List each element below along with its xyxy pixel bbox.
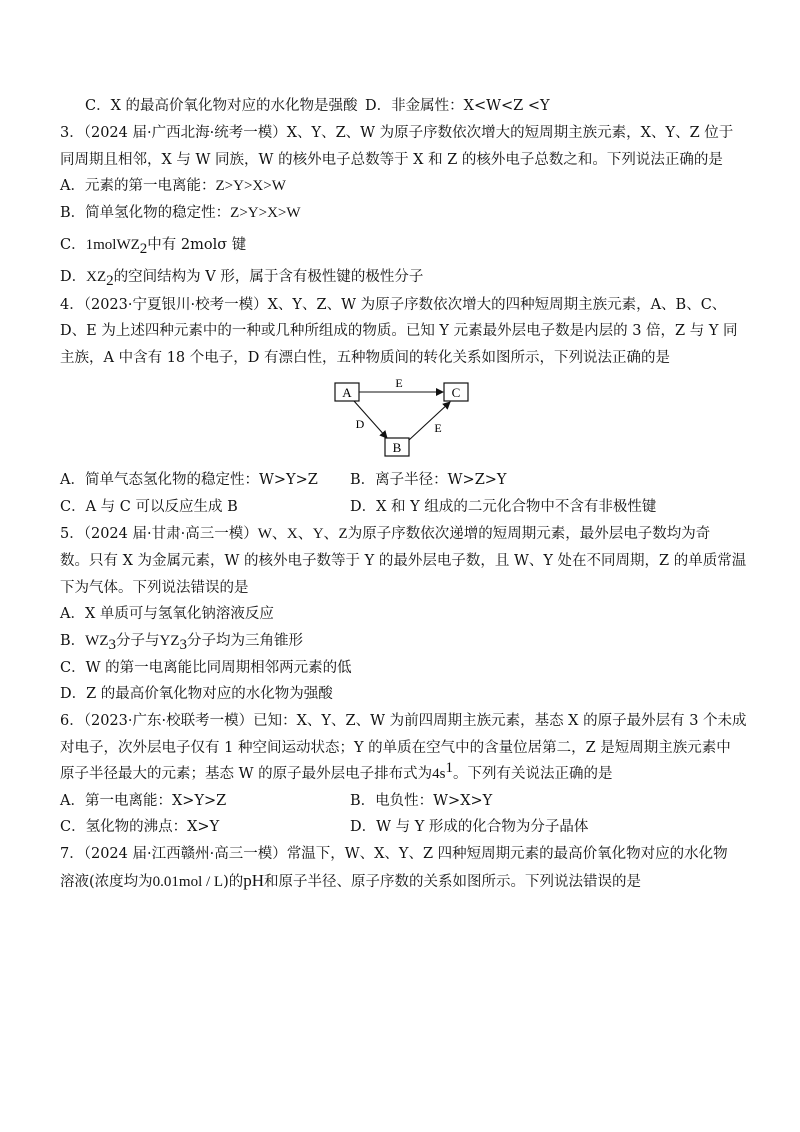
q3-stem-line1: 3．（2024 届·广西北海·统考一模）X、Y、Z、W 为原子序数依次增大的短周期主族元素，X、Y、Z 位于 <box>60 125 734 141</box>
q7-ph: pH <box>243 871 265 890</box>
q7-stem-text: 溶液(浓度均为 <box>60 874 153 890</box>
q3-option-c-formula: 1molWZ <box>85 237 140 253</box>
q7-stem-end: 和原子半径、原子序数的关系如图所示。下列说法错误的是 <box>264 874 642 890</box>
q3-option-c-text: 中有 2molσ 键 <box>147 237 247 253</box>
q3-option-b-text: B．简单氢化物的稳定性： <box>60 205 231 221</box>
q6-option-d: D．W 与 Y 形成的化合物为分子晶体 <box>350 819 589 835</box>
q3-option-b-formula: Z>Y>X>W <box>230 205 301 221</box>
q5-stem-line1 <box>60 524 750 544</box>
q7-concentration: 0.01mol / L <box>152 874 224 890</box>
q6-stem-line3 <box>60 760 750 784</box>
q3-option-d-formula: XZ <box>86 269 107 285</box>
q5-stem-text: 为原子序数依次递增的短周期元素，最外层电子数均为奇 <box>347 526 711 542</box>
q5-option-a: A．X 单质可与氢氧化钠溶液反应 <box>60 606 274 622</box>
q3-option-d-label: D． <box>60 269 87 285</box>
q7-stem-line1: 7．（2024 届·江西赣州·高三一模）常温下，W、X、Y、Z 四种短周期元素的最高价氧化物对应的水化物 <box>60 846 728 862</box>
q3-option-a <box>60 176 750 196</box>
q4-stem-line1: 4．（2023·宁夏银川·校考一模）X、Y、Z、W 为原子序数依次增大的四种短周期主族元素，A、B、C、 <box>60 297 727 313</box>
q5-option-b-text: 分子均为三角锥形 <box>186 633 303 649</box>
q6-option-a: A．第一电离能：X>Y>Z <box>60 793 227 809</box>
prev-option-c: C．X 的最高价氧化物对应的水化物是强酸 <box>85 98 358 114</box>
q6-config: 4s <box>432 766 446 782</box>
q5-elements: W、X、Y、Z <box>257 526 348 542</box>
node-b-label: B <box>392 440 402 455</box>
q6-stem-line1: 6．（2023·广东·校联考一模）已知：X、Y、Z、W 为前四周期主族元素，基态 X 的原子最外层有 3 个未成 <box>60 713 747 729</box>
q4-option-d: D．X 和 Y 组成的二元化合物中不含有非极性键 <box>350 499 657 515</box>
q6-config-sup: 1 <box>445 760 453 777</box>
edge-b-to-c <box>409 402 450 440</box>
q7-stem-line2 <box>60 871 750 892</box>
q5-option-b-sub1: 3 <box>108 636 116 653</box>
q3-stem-line2: 同周期且相邻，X 与 W 同族，W 的核外电子总数等于 X 和 Z 的核外电子总数之和。下列说法正确的是 <box>60 152 723 168</box>
q6-stem-end: 。下列有关说法正确的是 <box>452 766 613 782</box>
q4-stem-line2: D、E 为上述四种元素中的一种或几种所组成的物质。已知 Y 元素最外层电子数是内层的 3 倍，Z 与 Y 同 <box>60 323 738 339</box>
q5-option-b-mid: 分子与 <box>115 633 160 649</box>
q5-option-b-label: B． <box>60 633 86 649</box>
q3-option-c <box>60 235 750 255</box>
q4-option-a: A．简单气态氢化物的稳定性：W>Y>Z <box>60 472 318 488</box>
prev-option-d: D．非金属性：X<W<Z <Y <box>365 98 550 114</box>
q3-option-c-subscript: 2 <box>139 240 148 257</box>
q5-source: 5．（2024 届·甘肃·高三一模） <box>60 526 258 542</box>
q4-option-c: C．A 与 C 可以反应生成 B <box>60 499 238 515</box>
q6-option-c: C．氢化物的沸点：X>Y <box>60 819 220 835</box>
edge-a-to-c-label: E <box>395 376 403 390</box>
node-a-label: A <box>342 385 352 400</box>
q3-option-c-label: C． <box>60 237 86 253</box>
q6-option-b: B．电负性：W>X>Y <box>350 793 493 809</box>
q5-option-b <box>60 631 750 651</box>
q3-option-d <box>60 267 750 287</box>
q5-stem-line3: 下为气体。下列说法错误的是 <box>60 580 249 596</box>
q5-stem-line2: 数。只有 X 为金属元素，W 的核外电子数等于 Y 的最外层电子数，且 W、Y 处在不同周期，Z 的单质常温 <box>60 553 747 569</box>
q3-option-a-text: A．元素的第一电离能： <box>60 178 216 194</box>
q6-stem-line2: 对电子，次外层电子仅有 1 种空间运动状态；Y 的单质在空气中的含量位居第二，Z 是短周期主族元素中 <box>60 740 731 756</box>
edge-a-to-b-label: D <box>355 417 365 431</box>
q5-option-d: D．Z 的最高价氧化物对应的水化物为强酸 <box>60 686 333 702</box>
q5-option-c: C．W 的第一电离能比同周期相邻两元素的低 <box>60 660 352 676</box>
q4-conversion-diagram <box>330 370 480 460</box>
q7-stem-mid: )的 <box>223 874 244 890</box>
q3-option-d-text: 的空间结构为 V 形，属于含有极性键的极性分子 <box>113 269 424 285</box>
q3-option-b <box>60 203 750 223</box>
q4-option-b: B．离子半径：W>Z>Y <box>350 472 507 488</box>
q5-option-b-formula1: WZ <box>85 633 109 649</box>
q3-option-d-subscript: 2 <box>106 272 114 289</box>
q5-option-b-formula2: YZ <box>159 633 180 649</box>
q3-option-a-formula: Z>Y>X>W <box>215 178 286 194</box>
q5-option-b-sub2: 3 <box>179 636 187 653</box>
node-c-label: C <box>451 385 461 400</box>
q6-stem-text: 原子半径最大的元素；基态 W 的原子最外层电子排布式为 <box>60 766 433 782</box>
q4-stem-line3: 主族，A 中含有 18 个电子，D 有漂白性，五种物质间的转化关系如图所示，下列说法正确的是 <box>60 350 670 366</box>
edge-b-to-c-label: E <box>434 421 442 435</box>
